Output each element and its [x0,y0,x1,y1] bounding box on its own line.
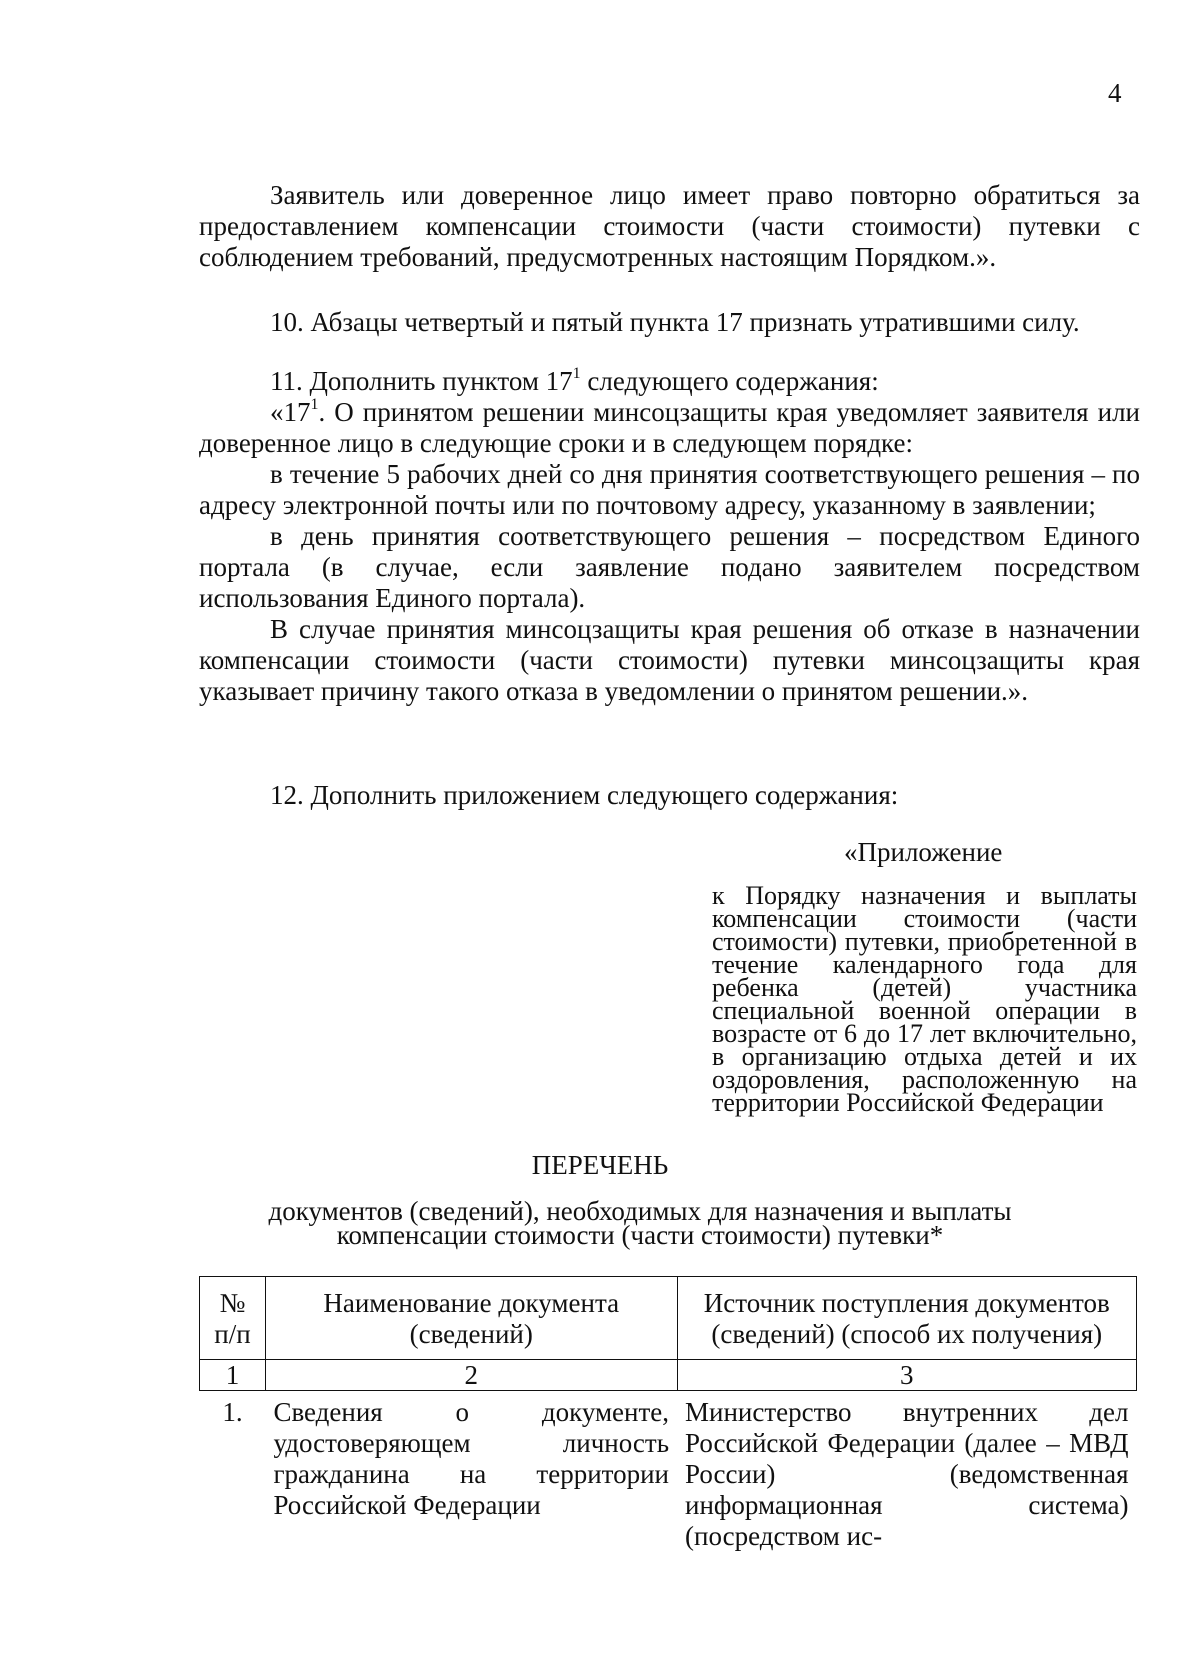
table-row [200,1391,1137,1553]
appendix-title: «Приложение [844,837,1003,867]
paragraph-item-10: 10. Абзацы четвертый и пятый пункта 17 признать утратившими силу. [270,307,1080,337]
paragraph-text: Заявитель или доверенное лицо имеет право повторно обратиться за предоставлением компенсации стоимости (части стоимости) путевки с соблюдением требований, предусмотренных настоящим Порядком.». [199,180,1140,272]
paragraph-right-to-reapply [199,180,1140,273]
item-17-1-text: «$17^1$. О принятом решении минсоцзащиты края уведомляет заявителя или доверенное лицо в следующие сроки и в следующем порядке: [199,396,1140,458]
documents-table [199,1276,1137,1552]
appendix-caption: к Порядку назначения и выплаты компенсации стоимости (части стоимости) путевки, приобретенной в течение календарного года для ребенка (детей) участника специальной военной операции в возрасте от 6 до 17 лет включительно, в организацию отдыха детей и их оздоровления, расположенную на территории Российской Федерации [712,881,1137,1117]
column-number: 2 [265,1360,677,1391]
list-subtitle: документов (сведений), необходимых для назначения и выплаты компенсации стоимости (части стоимости) путевки* [268,1196,1012,1250]
notification-portal-clause: в день принятия соответствующего решения – посредством Единого портала (в случае, если заявление подано заявителем посредством использования Единого портала). [199,521,1140,613]
paragraph-item-12: 12. Дополнить приложением следующего содержания: [270,780,899,810]
row-number: 1. [222,1397,243,1427]
column-number: 1 [200,1360,266,1391]
item-11-lead: 11. Дополнить пунктом $17^1$ следующего содержания: [270,365,879,396]
header-number: № п/п [200,1277,266,1360]
row-source: Министерство внутренних дел Российской Федерации (далее – МВД России) (ведомственная информационная система) (посредством ис- [685,1397,1129,1551]
table-header-row [200,1277,1137,1360]
notification-email-clause: в течение 5 рабочих дней со дня принятия соответствующего решения – по адресу электронной почты или по почтовому адресу, указанному в заявлении; [199,459,1140,520]
row-document-name: Сведения о документе, удостоверяющем личность гражданина на территории Российской Федерации [273,1397,670,1520]
list-title: ПЕРЕЧЕНЬ [531,1150,669,1180]
header-document-name: Наименование документа (сведений) [265,1277,677,1360]
paragraph-item-11 [199,366,1140,707]
page-number: 4 [1108,78,1122,108]
refusal-reason-clause: В случае принятия минсоцзащиты края решения об отказе в назначении компенсации стоимости (части стоимости) путевки минсоцзащиты края указывает причину такого отказа в уведомлении о принятом решении.». [199,614,1140,706]
column-number: 3 [677,1360,1136,1391]
header-source: Источник поступления документов (сведений) (способ их получения) [677,1277,1136,1360]
column-numbers-row [200,1360,1137,1391]
